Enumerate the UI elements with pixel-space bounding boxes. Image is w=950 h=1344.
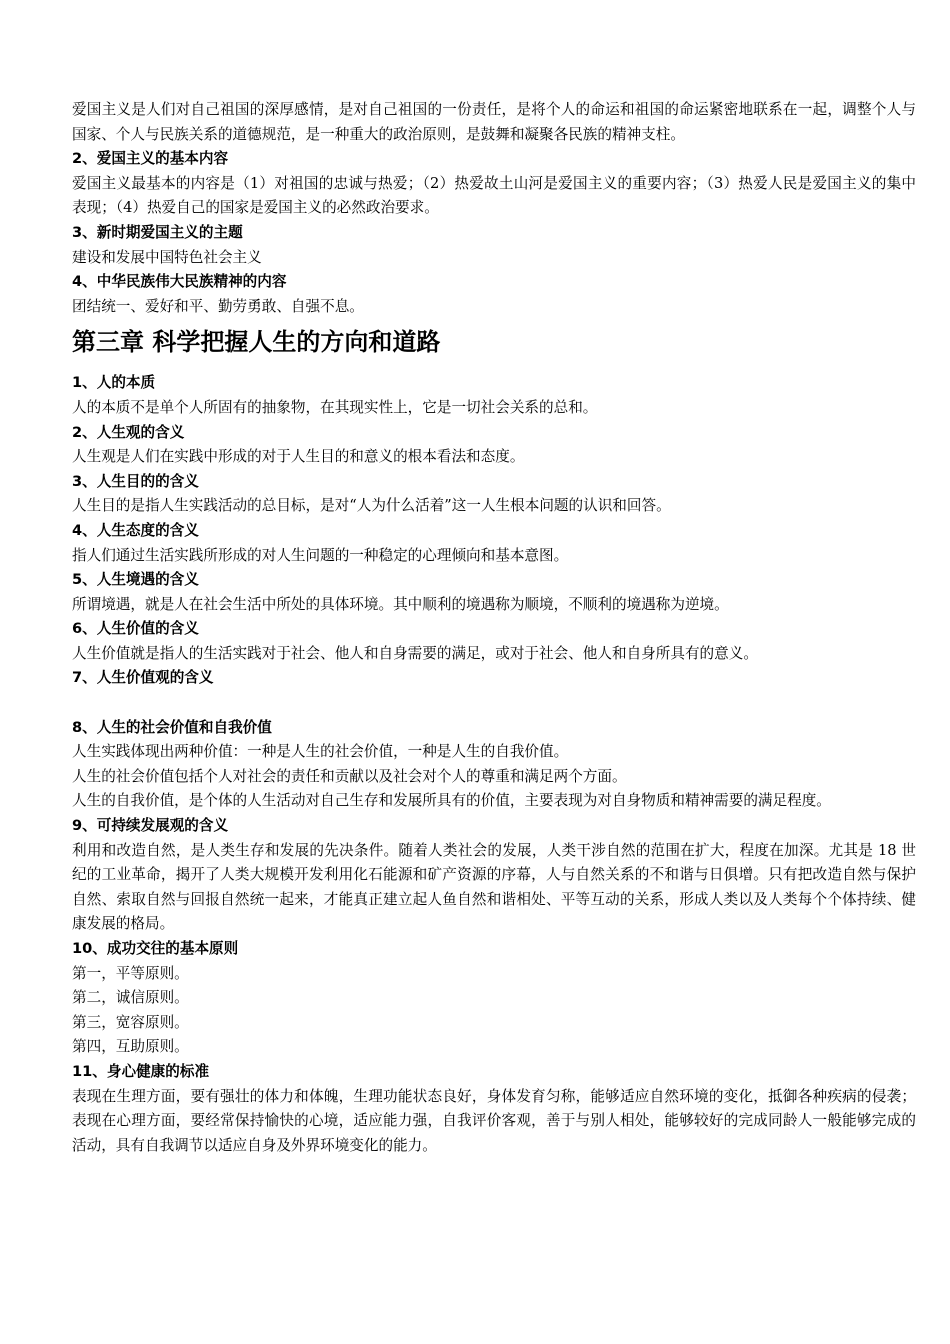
list-item: 第四，互助原则。	[72, 1038, 189, 1056]
section-body: 利用和改造自然，是人类生存和发展的先决条件。随着人类社会的发展，人类干涉自然的范围在扩大，程度在加深。尤其是 18 世纪的工业革命，揭开了人类大规模开发利用化石能源和矿产资源的序幕，人与自然关系的不和谐与日俱增。只有把改造自然与保护自然、索取自然与回报自然统一起来，才能真正建立起人鱼自然和谐相处、平等互动的关系，形成人类以及人类每个个体持续、健康发展的格局。	[72, 841, 916, 933]
section-heading: 4、人生态度的含义	[72, 521, 199, 539]
chapter-title: 第三章 科学把握人生的方向和道路	[72, 328, 441, 357]
section-body: 人生实践体现出两种价值：一种是人生的社会价值，一种是人生的自我价值。	[72, 743, 569, 761]
section-heading: 7、人生价值观的含义	[72, 669, 214, 687]
section-heading: 2、爱国主义的基本内容	[72, 150, 229, 168]
section-body: 表现在生理方面，要有强壮的体力和体魄，生理功能状态良好，身体发育匀称，能够适应自然环境的变化，抵御各种疾病的侵袭；表现在心理方面，要经常保持愉快的心境，适应能力强，自我评价客观，善于与别人相处，能够较好的完成同龄人一般能够完成的活动，具有自我调节以适应自身及外界环境变化的能力。	[72, 1087, 916, 1154]
section-body: 建设和发展中国特色社会主义	[72, 248, 262, 266]
section-heading: 11、身心健康的标准	[72, 1062, 210, 1080]
section-body: 指人们通过生活实践所形成的对人生问题的一种稳定的心理倾向和基本意图。	[72, 546, 569, 564]
section-body: 爱国主义最基本的内容是（1）对祖国的忠诚与热爱；（2）热爱故土山河是爱国主义的重要内容；（3）热爱人民是爱国主义的集中表现；（4）热爱自己的国家是爱国主义的必然政治要求。	[72, 174, 916, 217]
section-heading: 3、人生目的的含义	[72, 472, 199, 490]
section-body: 人生价值就是指人的生活实践对于社会、他人和自身需要的满足，或对于社会、他人和自身所具有的意义。	[72, 644, 758, 662]
document-body	[72, 98, 916, 1158]
section-heading: 5、人生境遇的含义	[72, 571, 199, 589]
section-heading: 1、人的本质	[72, 374, 156, 392]
section-body: 人生目的是指人生实践活动的总目标，是对“人为什么活着”这一人生根本问题的认识和回答。	[72, 497, 671, 515]
list-item: 第二，诚信原则。	[72, 989, 189, 1007]
intro-paragraph: 爱国主义是人们对自己祖国的深厚感情，是对自己祖国的一份责任，是将个人的命运和祖国的命运紧密地联系在一起，调整个人与国家、个人与民族关系的道德规范，是一种重大的政治原则，是鼓舞和凝聚各民族的精神支柱。	[72, 101, 916, 143]
section-heading: 4、中华民族伟大民族精神的内容	[72, 273, 287, 291]
section-body: 人生的社会价值包括个人对社会的责任和贡献以及社会对个人的尊重和满足两个方面。	[72, 767, 627, 785]
section-heading: 6、人生价值的含义	[72, 620, 199, 638]
section-body: 人的本质不是单个人所固有的抽象物，在其现实性上，它是一切社会关系的总和。	[72, 398, 598, 416]
section-body: 团结统一、爱好和平、勤劳勇敢、自强不息。	[72, 297, 364, 315]
section-heading: 2、人生观的含义	[72, 423, 185, 441]
section-heading: 8、人生的社会价值和自我价值	[72, 718, 272, 736]
section-heading: 9、可持续发展观的含义	[72, 817, 229, 835]
section-body: 人生的自我价值，是个体的人生活动对自己生存和发展所具有的价值，主要表现为对自身物质和精神需要的满足程度。	[72, 792, 831, 810]
section-body: 人生观是人们在实践中形成的对于人生目的和意义的根本看法和态度。	[72, 448, 525, 466]
section-heading: 3、新时期爱国主义的主题	[72, 223, 243, 241]
section-body: 所谓境遇，就是人在社会生活中所处的具体环境。其中顺利的境遇称为顺境，不顺利的境遇称为逆境。	[72, 595, 729, 613]
section-heading: 10、成功交往的基本原则	[72, 940, 239, 957]
list-item: 第三，宽容原则。	[72, 1013, 189, 1031]
blank-line	[72, 691, 916, 716]
list-item: 第一，平等原则。	[72, 964, 189, 982]
